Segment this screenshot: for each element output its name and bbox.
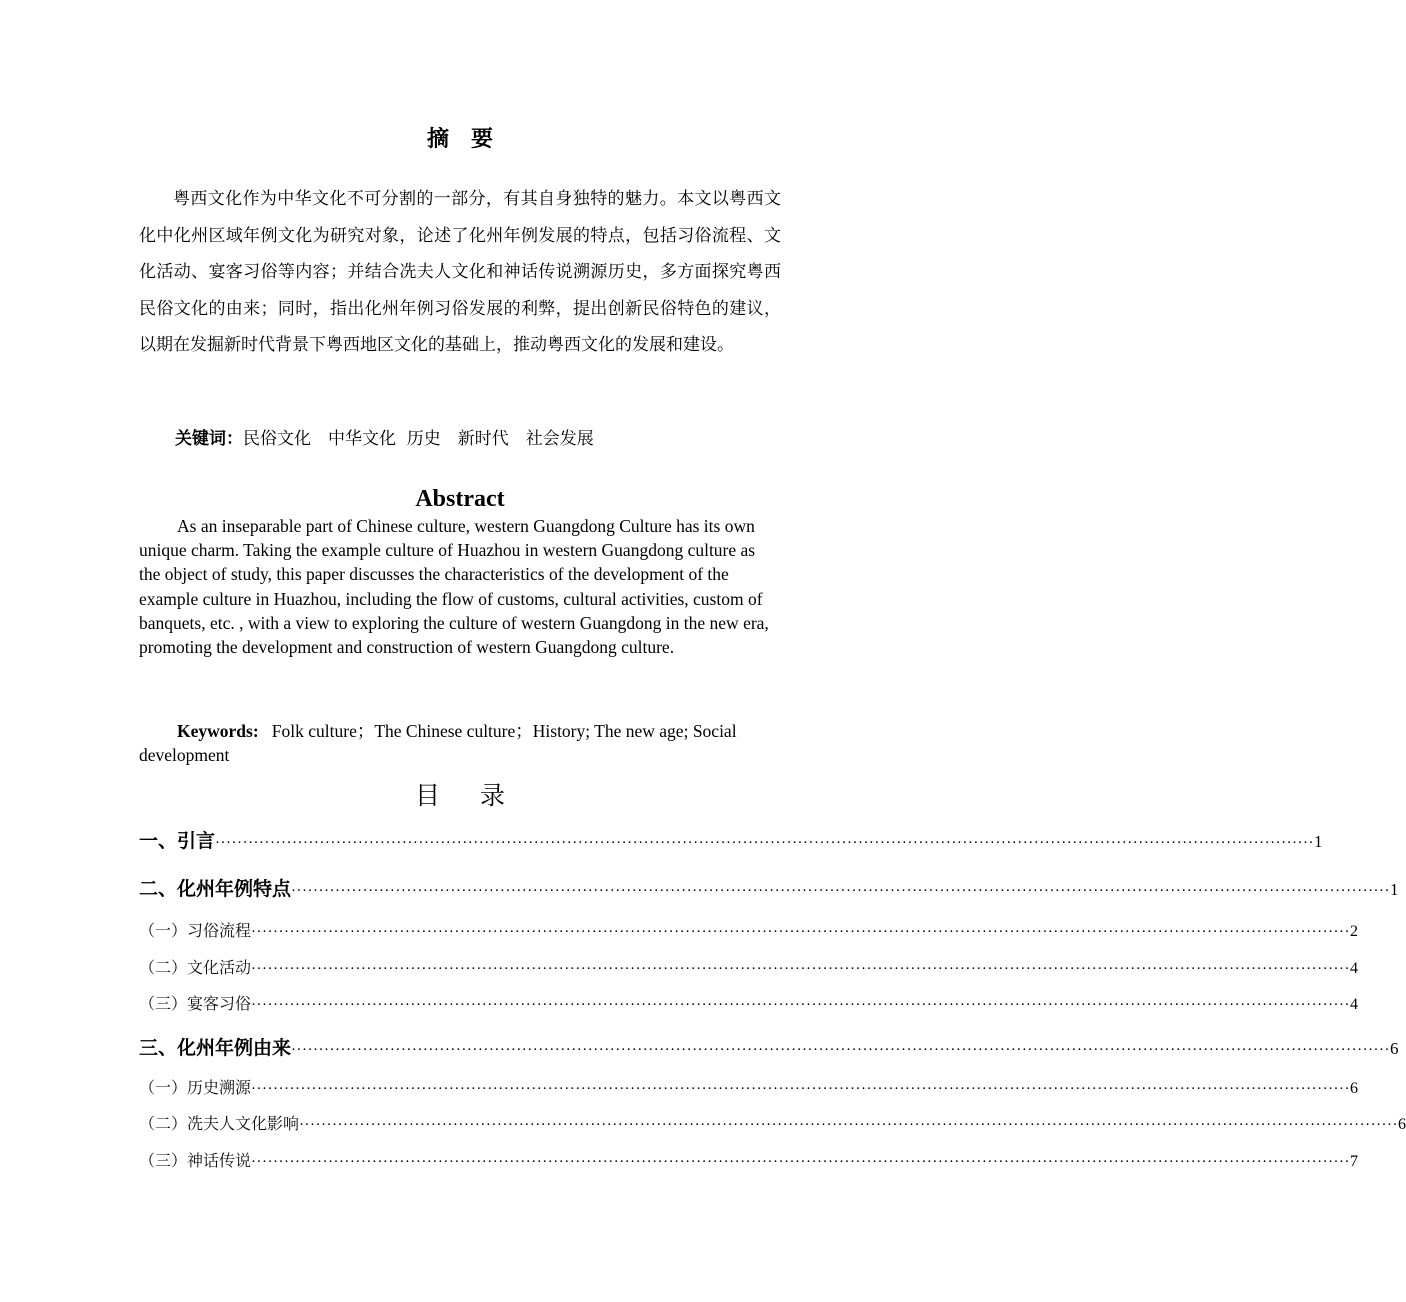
- toc-leader-dots: ········································································································································································································: [215, 835, 1315, 851]
- toc-entry-label: （二）冼夫人文化影响: [139, 1114, 300, 1133]
- toc-entry-label: 一、引言: [139, 830, 216, 852]
- en-keywords: [139, 719, 784, 767]
- toc-entry-page: 1: [1314, 832, 1323, 851]
- toc-entry[interactable]: [139, 1111, 1406, 1134]
- toc-entry-page: 4: [1350, 960, 1359, 977]
- cn-abstract-title: [0, 122, 920, 153]
- toc-leader-dots: ········································································································································································································: [251, 997, 1351, 1013]
- toc-title-char: 录: [480, 781, 506, 810]
- toc-entry-label: （一）历史溯源: [139, 1078, 252, 1097]
- cn-abstract-title-char: 要: [471, 127, 494, 152]
- cn-keywords-list: 民俗文化 中华文化 历史 新时代 社会发展: [243, 429, 594, 449]
- toc-entry-label: （三）宴客习俗: [139, 994, 252, 1013]
- toc-leader-dots: ········································································································································································································: [251, 961, 1351, 977]
- toc-entry[interactable]: [139, 1033, 1399, 1060]
- toc-entry-page: 6: [1350, 1080, 1359, 1097]
- toc-title: [0, 776, 920, 812]
- toc-leader-dots: ········································································································································································································: [291, 1042, 1391, 1058]
- toc-entry-page: 2: [1350, 923, 1359, 940]
- toc-leader-dots: ········································································································································································································: [251, 924, 1351, 940]
- toc-entry[interactable]: [139, 955, 1359, 978]
- en-keywords-list: Folk culture；The Chinese culture；History; The new age; Social development: [139, 721, 737, 766]
- toc-entry-page: 6: [1398, 1116, 1406, 1133]
- toc-entry-label: （三）神话传说: [139, 1151, 252, 1170]
- toc-entry[interactable]: [139, 1148, 1359, 1171]
- toc-entry-page: 6: [1390, 1039, 1399, 1058]
- toc-entry-page: 4: [1350, 996, 1359, 1013]
- toc-entry[interactable]: [139, 1075, 1359, 1098]
- toc-entry-label: 二、化州年例特点: [139, 878, 292, 900]
- toc-title-char: 目: [414, 781, 440, 810]
- cn-keywords: [175, 424, 594, 449]
- cn-abstract-paragraph: 粤西文化作为中华文化不可分割的一部分，有其自身独特的魅力。本文以粤西文化中化州区域年例文化为研究对象，论述了化州年例发展的特点，包括习俗流程、文化活动、宴客习俗等内容；并结合冼夫人文化和神话传说溯源历史，多方面探究粤西民俗文化的由来；同时，指出化州年例习俗发展的利弊，提出创新民俗特色的建议，以期在发掘新时代背景下粤西地区文化的基础上，推动粤西文化的发展和建设。: [139, 189, 781, 355]
- toc-leader-dots: ········································································································································································································: [291, 883, 1391, 899]
- toc-leader-dots: ········································································································································································································: [251, 1154, 1351, 1170]
- toc-entry[interactable]: [139, 874, 1399, 901]
- en-abstract-paragraph: As an inseparable part of Chinese culture, western Guangdong Culture has its own unique charm. Taking the example culture of Huazhou in western Guangdong culture as the object of study, this paper discusses the characteristics of the development of the example culture in Huazhou, including the flow of customs, cultural activities, custom of banquets, etc. , with a view to exploring the culture of western Guangdong in the new era, promoting the development and construction of western Guangdong culture.: [139, 516, 769, 658]
- en-abstract-title: Abstract: [415, 486, 505, 512]
- toc-leader-dots: ········································································································································································································: [299, 1117, 1399, 1133]
- toc-leader-dots: ········································································································································································································: [251, 1081, 1351, 1097]
- toc-entry[interactable]: [139, 918, 1359, 941]
- toc-entry-page: 1: [1390, 880, 1399, 899]
- toc-entry-label: （二）文化活动: [139, 958, 252, 977]
- toc-entry-page: 7: [1350, 1153, 1359, 1170]
- toc-entry[interactable]: [139, 991, 1359, 1014]
- cn-keywords-label: 关键词：: [175, 429, 243, 449]
- toc-entry-label: （一）习俗流程: [139, 921, 252, 940]
- cn-abstract-title-char: 摘: [426, 127, 449, 152]
- en-keywords-label: Keywords:: [177, 721, 259, 741]
- toc-entry-label: 三、化州年例由来: [139, 1037, 292, 1059]
- toc-entry[interactable]: [139, 826, 1323, 853]
